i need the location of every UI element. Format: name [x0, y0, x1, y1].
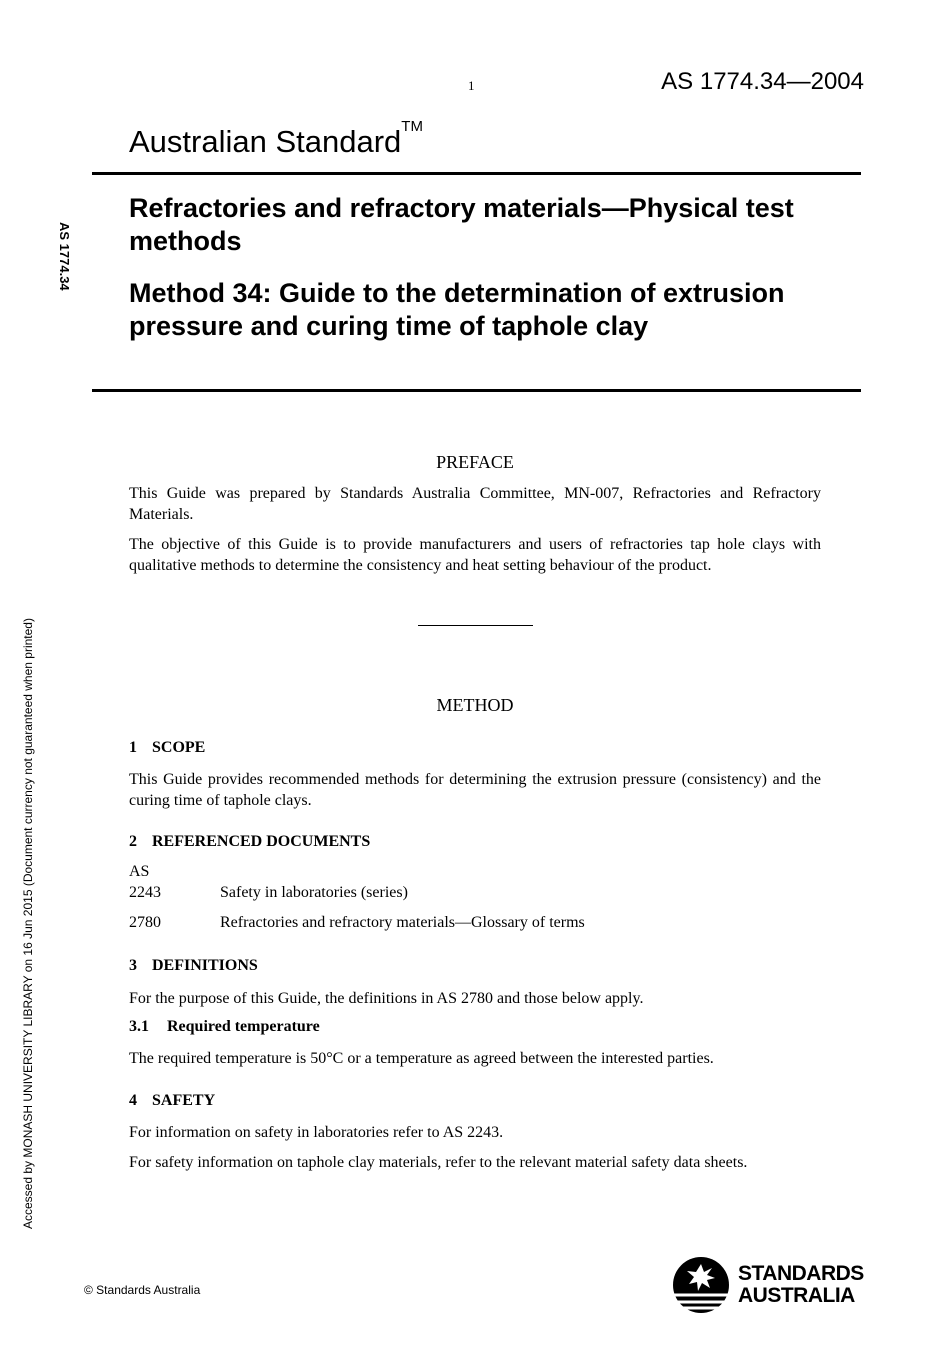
section-title: SAFETY — [152, 1092, 216, 1109]
safety-paragraph: For safety information on taphole clay materials, refer to the relevant material safety data sheets. — [129, 1154, 748, 1171]
subsection-title: Required temperature — [167, 1018, 320, 1035]
scope-paragraph: This Guide provides recommended methods for determining the extrusion pressure (consistency) and the curing time of taphole clays. — [129, 771, 821, 809]
section-heading-scope — [129, 739, 205, 757]
logo-line: AUSTRALIA — [738, 1284, 855, 1307]
reference-item — [129, 884, 408, 902]
reference-number: 2243 — [129, 884, 161, 901]
section-title: DEFINITIONS — [152, 957, 258, 974]
section-number: 2 — [129, 833, 137, 850]
section-number: 3 — [129, 957, 137, 974]
trademark-mark: TM — [401, 118, 423, 135]
standards-australia-logo — [672, 1255, 872, 1315]
section-separator — [418, 625, 533, 626]
southern-cross-star-globe-icon — [672, 1255, 732, 1315]
reference-number: 2780 — [129, 914, 161, 931]
logo-line: STANDARDS — [738, 1262, 864, 1285]
header-rule-bottom — [92, 389, 861, 392]
document-title: Refractories and refractory materials—Physical test methods — [129, 193, 794, 256]
required-temperature-paragraph: The required temperature is 50°C or a temperature as agreed between the interested parties. — [129, 1050, 714, 1067]
reference-title: Safety in laboratories (series) — [220, 884, 408, 901]
margin-document-code: AS 1774.34 — [57, 222, 72, 291]
standard-label-text: Australian Standard — [129, 124, 402, 159]
header-rule-top — [92, 172, 861, 175]
logo-wordmark — [738, 1263, 864, 1307]
section-heading-references — [129, 833, 370, 851]
definitions-paragraph: For the purpose of this Guide, the definitions in AS 2780 and those below apply. — [129, 990, 644, 1007]
standard-label — [129, 118, 423, 160]
reference-title: Refractories and refractory materials—Glossary of terms — [220, 914, 585, 931]
section-title: SCOPE — [152, 739, 206, 756]
reference-series-label: AS — [129, 863, 150, 880]
section-heading-safety — [129, 1092, 215, 1110]
copyright-notice: © Standards Australia — [84, 1283, 201, 1297]
subsection-heading-required-temperature — [129, 1018, 320, 1036]
reference-item — [129, 914, 585, 932]
preface-paragraph: This Guide was prepared by Standards Australia Committee, MN-007, Refractories and Refractory Materials. — [129, 485, 821, 523]
page-number: 1 — [468, 78, 475, 93]
document-code: AS 1774.34—2004 — [661, 68, 864, 95]
preface-heading: PREFACE — [436, 452, 514, 472]
access-watermark: Accessed by MONASH UNIVERSITY LIBRARY on 16 Jun 2015 (Document currency not guaranteed when printed) — [21, 618, 35, 1230]
section-heading-definitions — [129, 957, 258, 975]
method-title: Method 34: Guide to the determination of extrusion pressure and curing time of taphole clay — [129, 278, 785, 341]
safety-paragraph: For information on safety in laboratories refer to AS 2243. — [129, 1124, 504, 1141]
section-title: REFERENCED DOCUMENTS — [152, 833, 371, 850]
preface-paragraph: The objective of this Guide is to provide manufacturers and users of refractories tap hole clays with qualitative methods to determine the consistency and heat setting behaviour of the product. — [129, 536, 821, 574]
section-number: 4 — [129, 1092, 137, 1109]
method-heading: METHOD — [436, 695, 514, 715]
subsection-number: 3.1 — [129, 1018, 149, 1035]
section-number: 1 — [129, 739, 137, 756]
